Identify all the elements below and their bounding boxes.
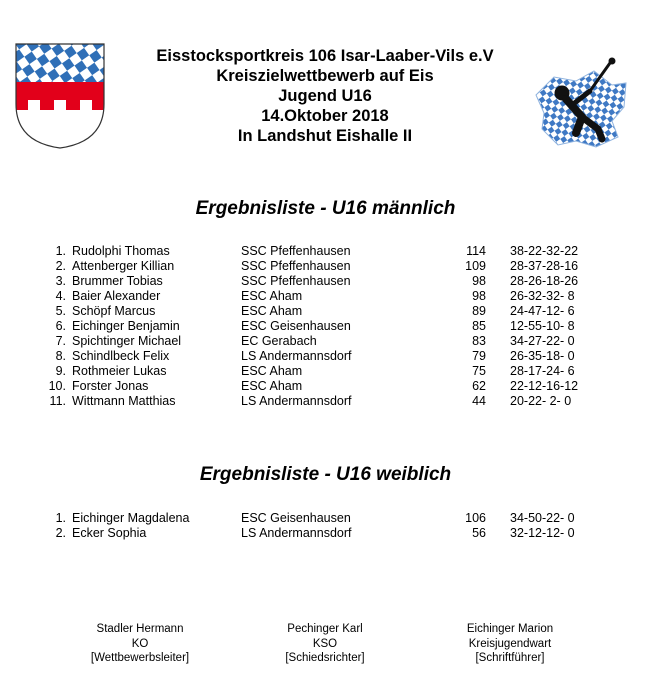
player-name: Eichinger Magdalena (72, 511, 190, 525)
player-name: Schöpf Marcus (72, 304, 156, 318)
signature-block-ko (50, 622, 230, 666)
player-name: Forster Jonas (72, 379, 149, 393)
rank: 8. (55, 349, 66, 363)
round-scores: 26-35-18- 0 (510, 349, 575, 363)
table-row (0, 511, 651, 526)
rank: 11. (49, 394, 66, 408)
round-scores: 28-37-28-16 (510, 259, 579, 273)
points: 98 (472, 289, 486, 303)
table-row (0, 319, 651, 334)
round-scores: 28-17-24- 6 (510, 364, 575, 378)
club-name: SSC Pfeffenhausen (241, 274, 351, 288)
eisstock-player-icon (532, 55, 630, 151)
club-name: EC Gerabach (241, 334, 317, 348)
rank: 5. (55, 304, 66, 318)
round-scores: 32-12-12- 0 (510, 526, 575, 540)
header-line-2: Kreiszielwettbewerb auf Eis (216, 67, 434, 85)
table-row (0, 526, 651, 541)
club-name: LS Andermannsdorf (241, 394, 352, 408)
round-scores: 12-55-10- 8 (510, 319, 575, 333)
rank: 2. (55, 259, 66, 273)
rank: 3. (55, 274, 66, 288)
signature-function: [Wettbewerbsleiter] (90, 652, 190, 664)
club-name: LS Andermannsdorf (241, 349, 352, 363)
points: 62 (472, 379, 486, 393)
signature-block-kso (235, 622, 415, 666)
player-name: Rudolphi Thomas (72, 244, 170, 258)
rank: 9. (55, 364, 66, 378)
header-line-3: Jugend U16 (278, 87, 372, 105)
points: 79 (472, 349, 486, 363)
table-row (0, 334, 651, 349)
table-row (0, 349, 651, 364)
signature-role: KSO (312, 637, 338, 650)
club-name: SSC Pfeffenhausen (241, 244, 351, 258)
player-name: Rothmeier Lukas (72, 364, 167, 378)
table-row (0, 244, 651, 259)
rank: 1. (55, 244, 66, 258)
club-name: ESC Geisenhausen (241, 319, 351, 333)
points: 98 (472, 274, 486, 288)
signature-function: [Schriftführer] (475, 652, 545, 664)
coat-of-arms-icon (14, 42, 106, 150)
club-name: ESC Aham (241, 364, 303, 378)
signature-function: [Schiedsrichter] (285, 652, 365, 664)
header-line-1: Eisstocksportkreis 106 Isar-Laaber-Vils e.V (156, 47, 494, 65)
club-name: ESC Aham (241, 379, 303, 393)
signature-role: KO (131, 637, 149, 650)
signature-role: Kreisjugendwart (468, 637, 552, 650)
table-row (0, 379, 651, 394)
rank: 1. (55, 511, 66, 525)
points: 56 (472, 526, 486, 540)
points: 114 (466, 244, 486, 258)
rank: 4. (55, 289, 66, 303)
points: 44 (472, 394, 486, 408)
table-row (0, 304, 651, 319)
rank: 6. (55, 319, 66, 333)
club-name: ESC Geisenhausen (241, 511, 351, 525)
points: 83 (472, 334, 486, 348)
table-row (0, 394, 651, 409)
points: 85 (472, 319, 486, 333)
round-scores: 20-22- 2- 0 (510, 394, 572, 408)
round-scores: 22-12-16-12 (510, 379, 579, 393)
signature-name: Eichinger Marion (466, 623, 554, 635)
player-name: Eichinger Benjamin (72, 319, 180, 333)
header-line-5: In Landshut Eishalle II (237, 127, 413, 145)
club-name: LS Andermannsdorf (241, 526, 352, 540)
points: 109 (465, 259, 486, 273)
points: 106 (465, 511, 486, 525)
rank: 10. (48, 379, 66, 393)
table-row (0, 289, 651, 304)
signature-block-kjw (420, 622, 600, 666)
section-title-male: Ergebnisliste - U16 männlich (195, 198, 456, 219)
points: 75 (472, 364, 486, 378)
club-name: SSC Pfeffenhausen (241, 259, 351, 273)
round-scores: 24-47-12- 6 (510, 304, 575, 318)
round-scores: 38-22-32-22 (510, 244, 579, 258)
player-name: Brummer Tobias (72, 274, 163, 288)
round-scores: 28-26-18-26 (510, 274, 579, 288)
points: 89 (472, 304, 486, 318)
player-name: Spichtinger Michael (72, 334, 182, 348)
round-scores: 34-27-22- 0 (510, 334, 575, 348)
table-row (0, 259, 651, 274)
table-row (0, 274, 651, 289)
club-name: ESC Aham (241, 304, 303, 318)
section-title-female: Ergebnisliste - U16 weiblich (199, 464, 452, 485)
signature-name: Stadler Hermann (96, 623, 184, 635)
player-name: Ecker Sophia (72, 526, 147, 540)
player-name: Attenberger Killian (72, 259, 175, 273)
club-name: ESC Aham (241, 289, 303, 303)
rank: 2. (55, 526, 66, 540)
round-scores: 34-50-22- 0 (510, 511, 575, 525)
header-line-4: 14.Oktober 2018 (261, 107, 389, 125)
signature-name: Pechinger Karl (287, 623, 363, 635)
table-row (0, 364, 651, 379)
round-scores: 26-32-32- 8 (510, 289, 575, 303)
rank: 7. (55, 334, 66, 348)
player-name: Wittmann Matthias (72, 394, 176, 408)
player-name: Baier Alexander (72, 289, 161, 303)
document-header (110, 46, 540, 146)
player-name: Schindlbeck Felix (72, 349, 170, 363)
